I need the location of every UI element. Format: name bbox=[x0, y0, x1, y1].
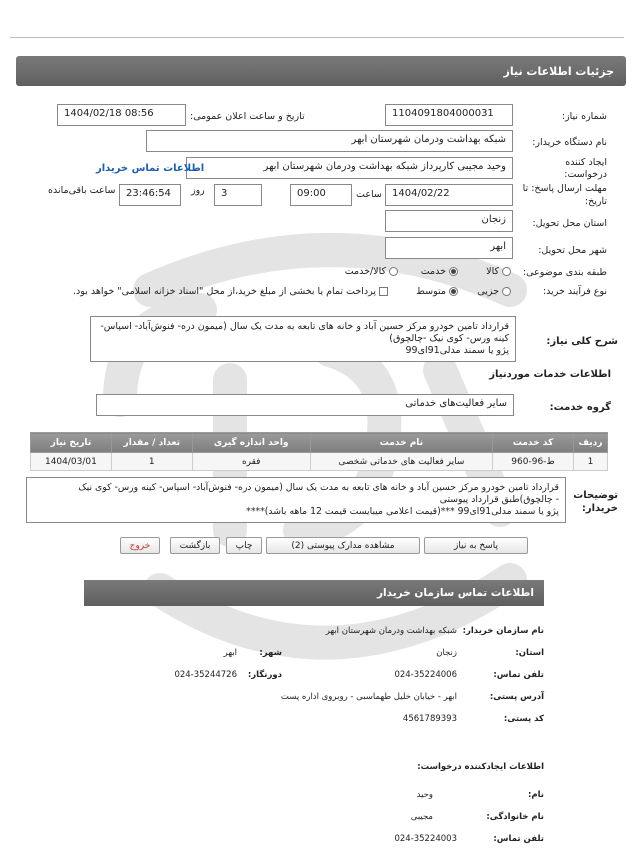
requester-label-1: ایجاد کننده bbox=[565, 157, 607, 168]
city-label: شهر محل تحویل: bbox=[538, 245, 607, 256]
attachments-button[interactable]: مشاهده مدارک پیوستی (2) bbox=[266, 537, 420, 554]
print-button[interactable]: چاپ bbox=[226, 537, 262, 554]
deadline-label-2: تاریخ: bbox=[584, 196, 607, 207]
remaining-time-field[interactable]: 23:46:54 bbox=[119, 184, 181, 206]
table-row[interactable] bbox=[31, 453, 608, 471]
radio-icon[interactable] bbox=[389, 267, 398, 276]
services-section-title: اطلاعات خدمات موردنیاز bbox=[489, 369, 611, 380]
exit-button[interactable]: خروج bbox=[120, 537, 160, 554]
contact-city-value: ابهر bbox=[223, 648, 237, 658]
contact-org-value: شبکه بهداشت ودرمان شهرستان ابهر bbox=[325, 626, 457, 636]
province-field[interactable]: زنجان bbox=[385, 210, 513, 232]
category-option-goods[interactable]: کالا bbox=[486, 266, 511, 277]
buyer-org-field[interactable]: شبکه بهداشت ودرمان شهرستان ابهر bbox=[146, 130, 513, 152]
cell-unit: فقره bbox=[192, 453, 310, 471]
creator-phone-label: تلفن تماس: bbox=[493, 834, 544, 844]
contact-fax-label: دورنگار: bbox=[247, 670, 282, 680]
contact-phone-label: تلفن تماس: bbox=[493, 670, 544, 680]
cell-date: 1404/03/01 bbox=[31, 453, 112, 471]
reply-button[interactable]: پاسخ به نیاز bbox=[424, 537, 528, 554]
col-qty: تعداد / مقدار bbox=[111, 433, 192, 453]
announce-field[interactable]: 1404/02/18 08:56 bbox=[57, 104, 186, 126]
category-option-both[interactable]: کالا/خدمت bbox=[345, 266, 398, 277]
cell-name: سایر فعالیت های خدماتی شخصی bbox=[310, 453, 492, 471]
requester-label-2: درخواست: bbox=[564, 169, 607, 180]
services-table bbox=[30, 432, 608, 471]
buyer-notes-label-1: توضیحات bbox=[573, 490, 618, 501]
contact-fax-value: 024-35244726 bbox=[174, 670, 237, 680]
radio-selected-icon[interactable] bbox=[449, 267, 458, 276]
col-row: ردیف bbox=[573, 433, 607, 453]
requester-field[interactable]: وحید مجیبی کارپرداز شبکه بهداشت ودرمان شهرستان ابهر bbox=[186, 157, 513, 179]
col-date: تاریخ نیاز bbox=[31, 433, 112, 453]
cell-row: 1 bbox=[573, 453, 607, 471]
contact-postal-value: 4561789393 bbox=[402, 714, 457, 724]
cell-qty: 1 bbox=[111, 453, 192, 471]
need-number-label: شماره نیاز: bbox=[561, 111, 607, 122]
creator-name-value: وحید bbox=[416, 790, 433, 800]
service-group-field[interactable]: سایر فعالیت‌های خدماتی bbox=[96, 394, 514, 416]
city-field[interactable]: ابهر bbox=[385, 237, 513, 259]
col-unit: واحد اندازه گیری bbox=[192, 433, 310, 453]
contact-address-value: ابهر - خیابان خلیل طهماسبی - روبروی اداره پست bbox=[280, 692, 457, 702]
days-field[interactable]: 3 bbox=[214, 184, 262, 206]
creator-title: اطلاعات ایجادکننده درخواست: bbox=[417, 762, 544, 772]
col-name: نام خدمت bbox=[310, 433, 492, 453]
buyer-notes-text: قرارداد تامین خودرو مرکز حسین آباد و خانه های تابعه به مدت یک سال (میمون دره- فنوش‌آباد- اسپاس- کینه ورس- کوی نیک - چالچوق)طبق قرارداد پیوستی پژو یا سمند مدلی‌91ای‌99 ***(قیمت اعلامی میبایست قیمت 12 ماهه باشد)**** bbox=[26, 477, 566, 523]
contact-address-label: آدرس پستی: bbox=[489, 692, 544, 702]
payment-note[interactable]: پرداخت تمام یا بخشی از مبلغ خرید،از محل "اسناد خزانه اسلامی" خواهد بود. bbox=[73, 286, 388, 297]
deadline-time-label: ساعت bbox=[356, 189, 382, 200]
buyer-contact-link[interactable]: اطلاعات تماس خریدار bbox=[96, 163, 205, 174]
cell-code: ط-96-960 bbox=[493, 453, 574, 471]
contact-province-label: استان: bbox=[515, 648, 544, 658]
creator-family-value: مجیبی bbox=[410, 812, 433, 822]
deadline-time-field[interactable]: 09:00 bbox=[290, 184, 352, 206]
deadline-label-1: مهلت ارسال پاسخ: تا bbox=[522, 183, 607, 194]
creator-phone-value: 024-35224003 bbox=[394, 834, 457, 844]
service-group-label: گروه خدمت: bbox=[549, 402, 611, 413]
radio-icon[interactable] bbox=[502, 287, 511, 296]
table-header-row bbox=[31, 433, 608, 453]
creator-name-label: نام: bbox=[527, 790, 544, 800]
page-title: جزئیات اطلاعات نیاز bbox=[16, 56, 626, 86]
category-option-service[interactable]: خدمت bbox=[421, 266, 458, 277]
process-option-minor[interactable]: جزیی bbox=[477, 286, 511, 297]
contact-org-label: نام سازمان خریدار: bbox=[462, 626, 544, 636]
col-code: کد خدمت bbox=[493, 433, 574, 453]
announce-label: تاریخ و ساعت اعلان عمومی: bbox=[190, 111, 305, 122]
radio-selected-icon[interactable] bbox=[449, 287, 458, 296]
contact-city-label: شهر: bbox=[259, 648, 282, 658]
radio-icon[interactable] bbox=[502, 267, 511, 276]
summary-label: شرح کلی نیاز: bbox=[546, 336, 618, 347]
top-divider bbox=[10, 37, 624, 38]
contact-postal-label: کد پستی: bbox=[503, 714, 544, 724]
need-number-field[interactable]: 1104091804000031 bbox=[385, 104, 513, 126]
checkbox-icon[interactable] bbox=[379, 287, 388, 296]
category-label: طبقه بندی موضوعی: bbox=[522, 267, 607, 278]
buyer-notes-label-2: خریدار: bbox=[581, 503, 618, 514]
province-label: استان محل تحویل: bbox=[532, 218, 607, 229]
days-label: روز bbox=[191, 185, 205, 196]
remaining-time-label: ساعت باقی‌مانده bbox=[48, 185, 116, 196]
deadline-date-field[interactable]: 1404/02/22 bbox=[385, 184, 513, 206]
contact-phone-value: 024-35224006 bbox=[394, 670, 457, 680]
contact-province-value: زنجان bbox=[436, 648, 457, 658]
back-button[interactable]: بازگشت bbox=[170, 537, 220, 554]
buyer-org-label: نام دستگاه خریدار: bbox=[532, 137, 607, 148]
summary-text: قرارداد تامین خودرو مرکز حسین آباد و خانه های تابعه به مدت یک سال (میمون دره- فنوش‌آباد- اسپاس- کینه ورس- کوی نیک -چالچوق) پژو یا سمند مدلی‌91ای‌99 bbox=[90, 316, 516, 362]
process-option-medium[interactable]: متوسط bbox=[416, 286, 458, 297]
creator-family-label: نام خانوادگی: bbox=[486, 812, 544, 822]
process-label: نوع فرآیند خرید: bbox=[542, 286, 607, 297]
contact-section-title: اطلاعات تماس سازمان خریدار bbox=[84, 580, 544, 606]
